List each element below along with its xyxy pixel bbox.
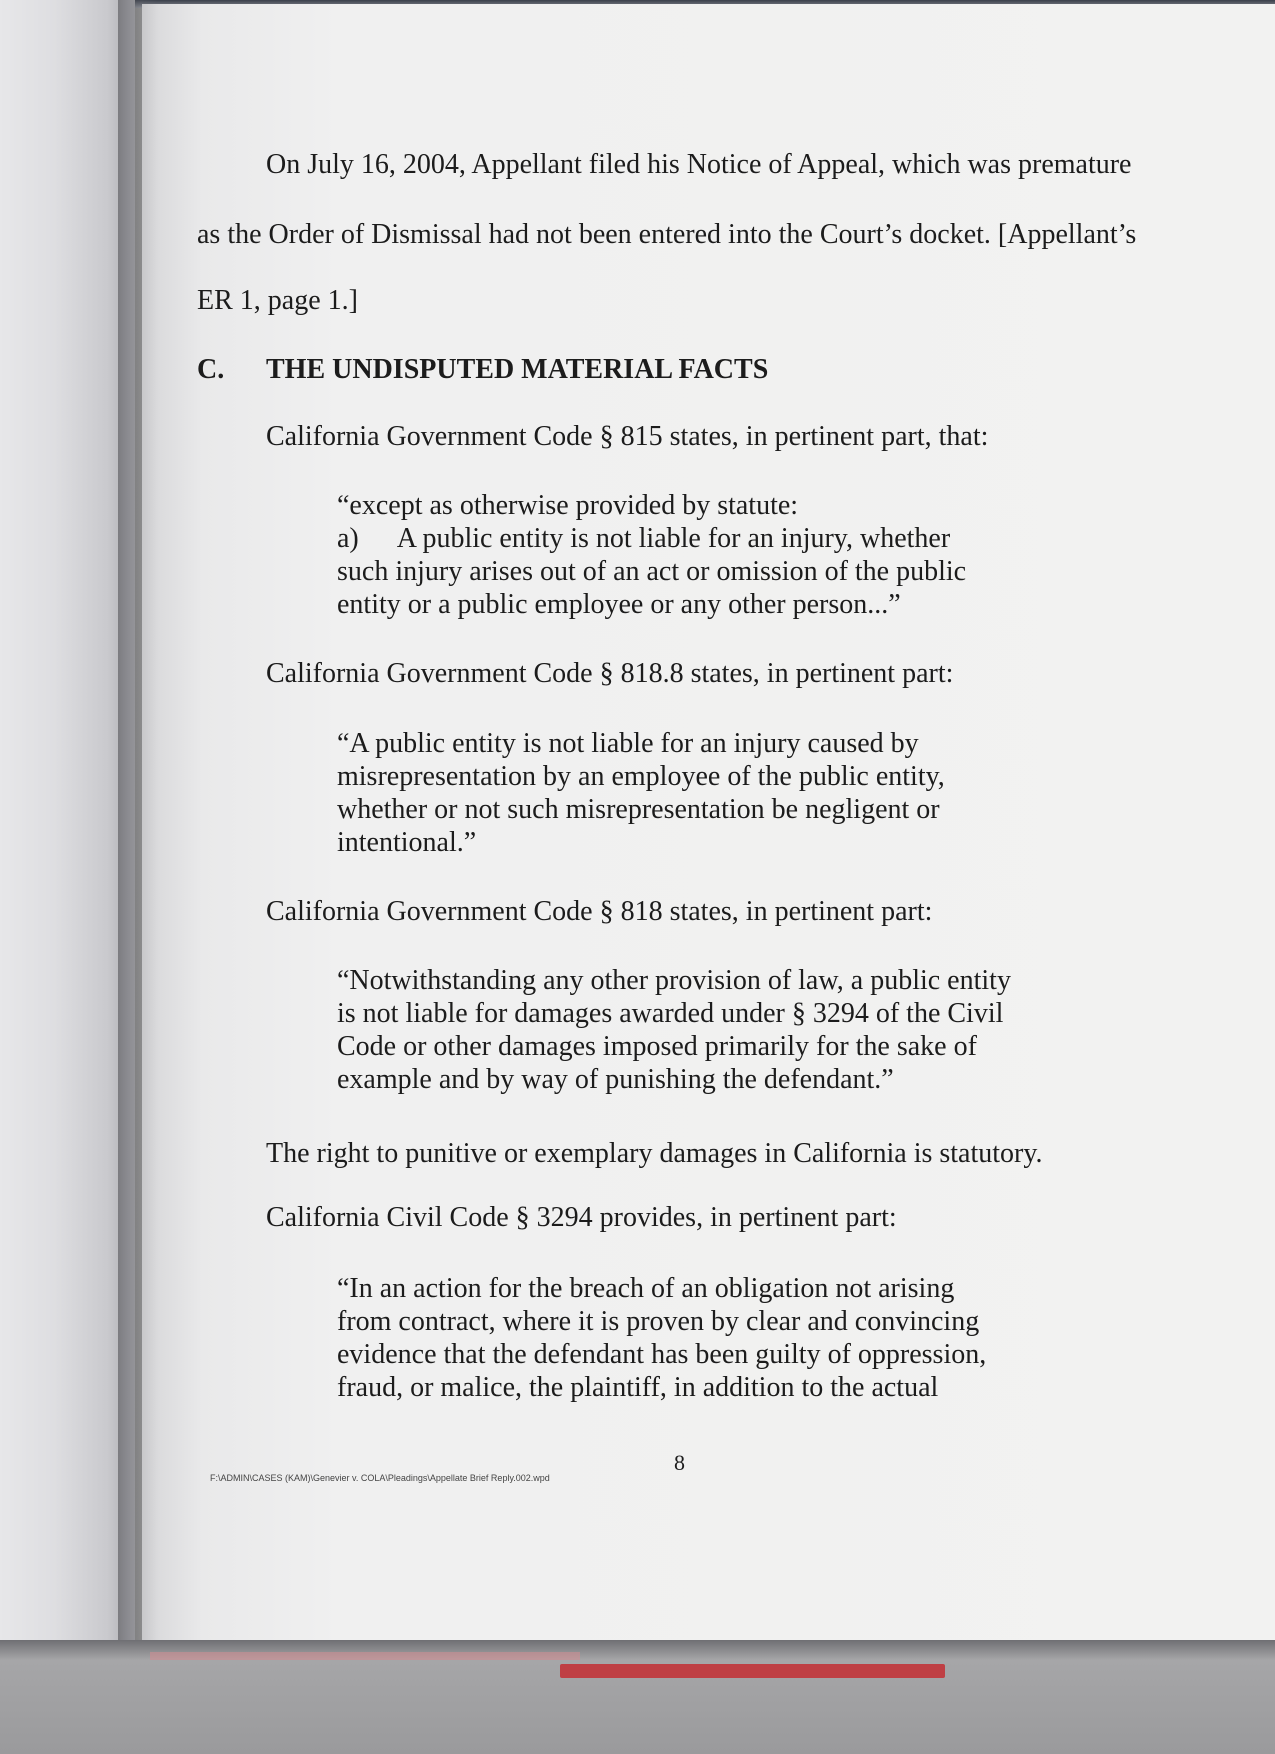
cc3294-quote-line-2: from contract, where it is proven by clear and convincing [337,1306,980,1337]
gc815-quote-line-4: entity or a public employee or any other person...” [337,589,901,620]
gc8188-quote-line-3: whether or not such misrepresentation be negligent or [337,794,940,825]
book-gutter-shadow [118,0,158,1645]
gc8188-quote-line-4: intentional.” [337,827,477,858]
gc818-quote [337,964,1011,1096]
page-edge-tint [150,1652,580,1660]
gc818-quote-line-1: “Notwithstanding any other provision of law, a public entity [337,965,1011,996]
paragraph-1-line-3: ER 1, page 1.] [197,285,358,316]
gc815-quote-line-2-text: A public entity is not liable for an injury, whether [396,523,951,554]
gc818-quote-line-4: example and by way of punishing the defendant.” [337,1064,894,1095]
paragraph-1-line-2: as the Order of Dismissal had not been entered into the Court’s docket. [Appellant’s [197,219,1137,250]
cc3294-intro: California Civil Code § 3294 provides, in pertinent part: [266,1202,897,1233]
gc8188-quote-line-2: misrepresentation by an employee of the public entity, [337,761,945,792]
cc3294-quote-line-3: evidence that the defendant has been guilty of oppression, [337,1339,987,1370]
footer-file-path: F:\ADMIN\CASES (KAM)\Genevier v. COLA\Pleadings\Appellate Brief Reply.002.wpd [210,1473,550,1483]
cc3294-quote-line-1: “In an action for the breach of an obligation not arising [337,1273,955,1304]
gc815-subsection-a: a) [337,523,359,554]
section-letter: C. [197,354,225,385]
statutory-sentence: The right to punitive or exemplary damages in California is statutory. [266,1138,1043,1169]
section-title: THE UNDISPUTED MATERIAL FACTS [266,354,769,385]
left-facing-page [0,0,135,1645]
gc815-quote-line-1: “except as otherwise provided by statute: [337,490,799,521]
gc815-intro: California Government Code § 815 states, in pertinent part, that: [266,421,989,452]
paragraph-1-line-1: On July 16, 2004, Appellant filed his Notice of Appeal, which was premature [266,149,1132,180]
page-number: 8 [674,1450,685,1475]
gc818-intro: California Government Code § 818 states, in pertinent part: [266,896,933,927]
gc8188-quote [337,727,945,859]
gc815-quote-line-2 [337,522,966,555]
gc815-quote-line-3: such injury arises out of an act or omission of the public [337,556,967,587]
gc818-quote-line-2: is not liable for damages awarded under § 3294 of the Civil [337,998,1004,1029]
gc8188-quote-line-1: “A public entity is not liable for an injury caused by [337,728,919,759]
gc818-quote-line-3: Code or other damages imposed primarily for the sake of [337,1031,977,1062]
cc3294-quote-line-4: fraud, or malice, the plaintiff, in addition to the actual [337,1372,939,1403]
gc815-quote [337,489,966,621]
red-tab [560,1664,945,1678]
gc8188-intro: California Government Code § 818.8 states, in pertinent part: [266,658,954,689]
cc3294-quote [337,1272,986,1404]
